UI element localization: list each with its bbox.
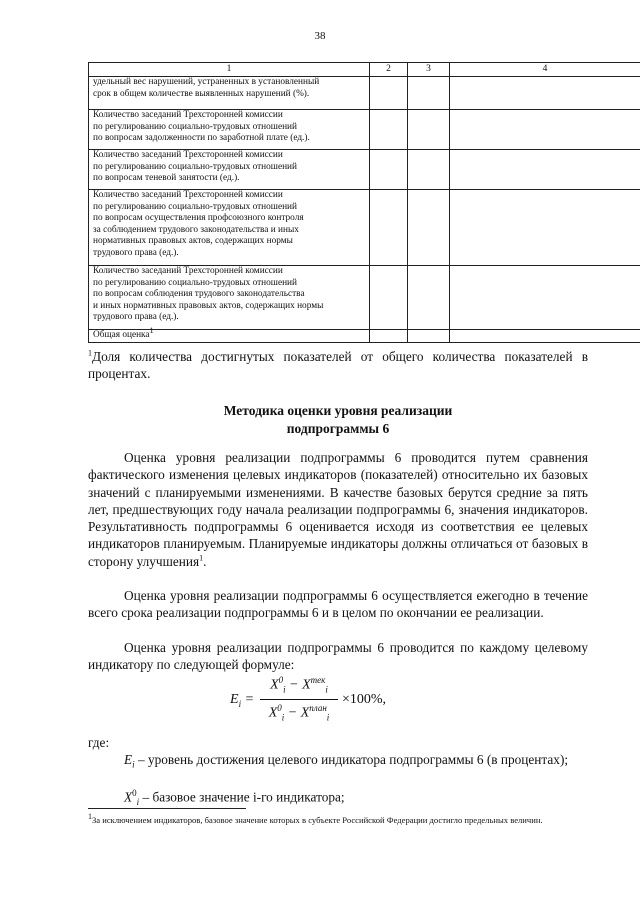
table-cell [370,330,408,343]
footnote-mark: 1 [149,325,154,335]
table-cell [450,77,640,110]
table-cell [450,190,640,266]
footnote-divider [88,808,246,809]
fraction-bar [260,699,338,700]
cell-line: нормативных правовых актов, содержащих нормы [93,236,293,247]
total-label: Общая оценка [93,330,150,340]
table-cell [408,150,450,190]
page-footnote-text: За исключением индикаторов, базовое значение которых в субъекте Российской Федерации достигло предельных величин. [92,815,543,825]
cell-line: Количество заседаний Трехсторонней комиссии [93,110,283,120]
cell-line: по регулированию социально-трудовых отношений [93,161,298,172]
table-row [89,190,640,266]
table-header-cell: 2 [370,63,408,77]
table-cell [450,330,640,343]
symbol-e: E [124,752,133,767]
cell-line: Количество заседаний Трехсторонней комиссии [93,190,283,200]
table-cell [370,190,408,266]
table-cell [450,150,640,190]
page-footnote [88,814,588,826]
footnote-mark: 1 [199,553,204,563]
definition-e: $E_i$ – уровень достижения целевого индикатора подпрограммы 6 (в процентах); [124,752,569,770]
definition-x: $X^0_i$ – базовое значение i-го индикатора; [124,788,345,808]
indicator-name-cell [89,77,370,110]
indicator-name-cell [89,150,370,190]
table-row [89,150,640,190]
definition-text: – уровень достижения целевого индикатора подпрограммы 6 (в процентах); [137,752,569,767]
cell-line: по вопросам соблюдения трудового законодательства [93,289,305,300]
footnote-mark: 1 [88,812,92,822]
cell-line: Количество заседаний Трехсторонней комиссии [93,266,283,276]
total-label-cell [89,325,370,343]
table-cell [408,330,450,343]
section-title-line: Методика оценки уровня реализации [223,403,453,418]
paragraph-method: Оценка уровня реализации подпрограммы 6 проводится путем сравнения фактического изменения целевых индикаторов (показателей) относительно их базовых значений с планируемыми изменениями. В качестве базовых берутся средние за пять лет, предшествующих году начала реализации подпрограммы 6, значения индикаторов. Результативность подпрограммы 6 оценивается исходя из соответствия ее целевых индикаторов планируемым. Планируемые индикаторы должны отличаться от базовых в сторону улучшения$^1$. [88,450,588,569]
cell-line: по регулированию социально-трудовых отношений [93,201,298,212]
formula-lhs: $E_i$ = [230,692,255,709]
paragraph-formula-intro: Оценка уровня реализации подпрограммы 6 проводится по каждому целевому индикатору по следующей формуле: [88,640,588,673]
indicators-table [88,62,640,343]
cell-line: и иных нормативных правовых актов, содержащих нормы [93,300,324,311]
cell-line: по вопросам осуществления профсоюзного контроля [93,213,304,224]
cell-line: Количество заседаний Трехсторонней комиссии [93,150,283,160]
indicator-name-cell [89,190,370,266]
table-header-cell: 1 [89,63,370,77]
table-header-cell: 4 [450,63,640,77]
table-cell [408,77,450,110]
where-label: где: [88,735,110,750]
cell-line: за соблюдением трудового законодательства и иных [93,224,299,235]
section-title [88,402,588,437]
cell-line: трудового права (ед.). [93,247,179,258]
cell-line: по регулированию социально-трудовых отношений [93,277,298,288]
table-header-cell: 3 [408,63,450,77]
cell-line: по вопросам задолженности по заработной плате (ед.). [93,133,310,144]
cell-line: удельный вес нарушений, устраненных в установленный [93,77,320,87]
footnote-mark: 1 [88,348,92,358]
formula-numerator: $X^0_i - X^{тек}_i$ [270,675,328,695]
table-cell [408,110,450,150]
table-cell [370,150,408,190]
table-row [89,266,640,330]
symbol-x: X [124,789,133,805]
cell-line: по вопросам теневой занятости (ед.). [93,173,240,184]
definition-text: – базовое значение i-го индикатора; [142,789,345,805]
formula-denominator: $X^0_i - X^{план}_i$ [268,703,330,723]
table-total-row [89,330,640,343]
table-cell [408,190,450,266]
table-header-row [89,63,640,77]
cell-line: трудового права (ед.). [93,312,179,323]
paragraph-frequency: Оценка уровня реализации подпрограммы 6 осуществляется ежегодно в течение всего срока реализации подпрограммы 6 и в целом по окончании ее реализации. [88,588,588,621]
page-number: 38 [314,30,326,42]
formula-rhs: ×100%, [342,692,387,707]
table-footnote [88,348,588,383]
table-cell [370,77,408,110]
table-footnote-text: Доля количества достигнутых показателей от общего количества показателей в процентах. [88,349,588,382]
indicator-name-cell [89,110,370,150]
cell-line: срок в общем количестве выявленных нарушений (%). [93,88,310,99]
paragraph-text: Оценка уровня реализации подпрограммы 6 проводится путем сравнения фактического изменения целевых индикаторов (показателей) относительно их базовых значений с планируемыми изменениями. В качестве базовых берутся средние за пять лет, предшествующих году начала реализации подпрограммы 6, значения индикаторов. Результативность подпрограммы 6 оценивается исходя из соответствия ее целевых индикаторов планируемым. Планируемые индикаторы должны отличаться от базовых в сторону улучшения [88,450,588,569]
table-cell [450,110,640,150]
table-cell [370,110,408,150]
table-row [89,110,640,150]
table-cell [408,266,450,330]
indicator-name-cell [89,266,370,330]
table-row [89,77,640,110]
section-title-line: подпрограммы 6 [286,420,390,436]
cell-line: по регулированию социально-трудовых отношений [93,121,298,132]
table-cell [450,266,640,330]
table-cell [370,266,408,330]
